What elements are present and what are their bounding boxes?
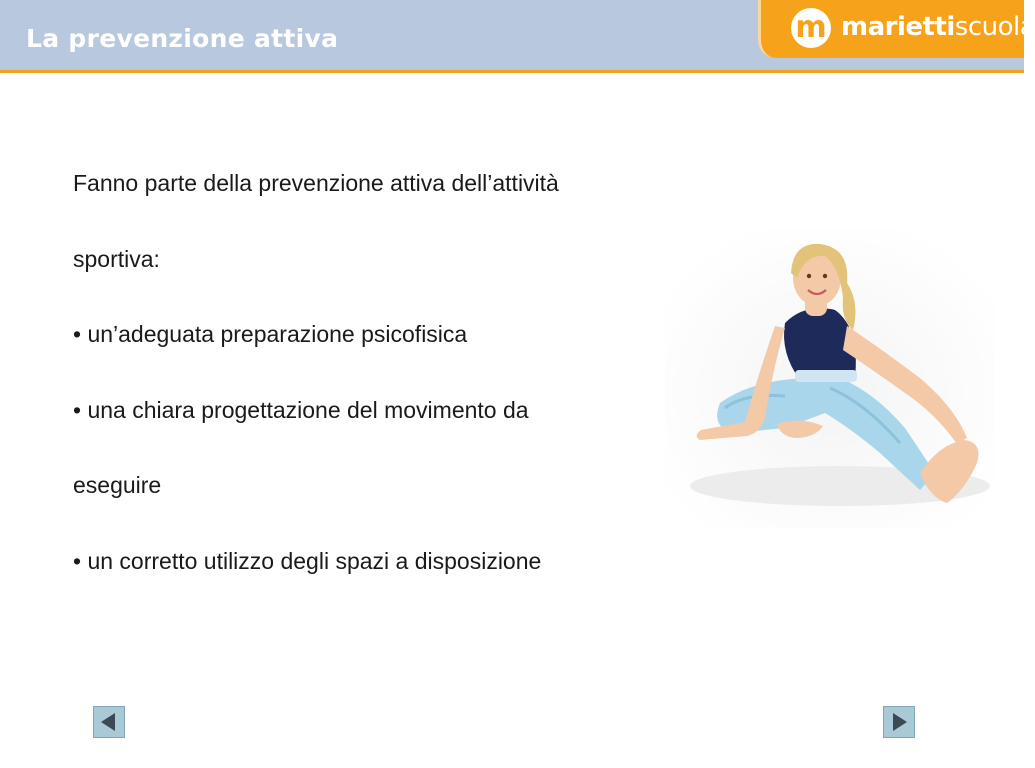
body-line: eseguire <box>73 472 162 498</box>
body-line: sportiva: <box>73 245 160 272</box>
bullet-item: • un’adeguata preparazione psicofisica <box>73 321 468 347</box>
marietti-logo-mark-icon: m <box>791 8 831 48</box>
bullet-item: • una chiara progettazione del movimento da <box>73 396 529 423</box>
stretching-woman-photo <box>665 228 995 528</box>
bullet-item: • un corretto utilizzo degli spazi a disposizione <box>73 547 542 574</box>
slide-title: La prevenzione attiva <box>26 24 339 53</box>
triangle-right-icon <box>884 707 914 737</box>
next-slide-button[interactable] <box>883 706 915 738</box>
triangle-left-icon <box>94 707 124 737</box>
logo-wordmark: mariettiscuola <box>841 12 1035 42</box>
previous-slide-button[interactable] <box>93 706 125 738</box>
body-line: Fanno parte della prevenzione attiva dell’attività <box>73 170 559 196</box>
header-divider <box>0 70 1024 73</box>
slide-body <box>73 146 693 599</box>
publisher-logo <box>758 0 1035 58</box>
